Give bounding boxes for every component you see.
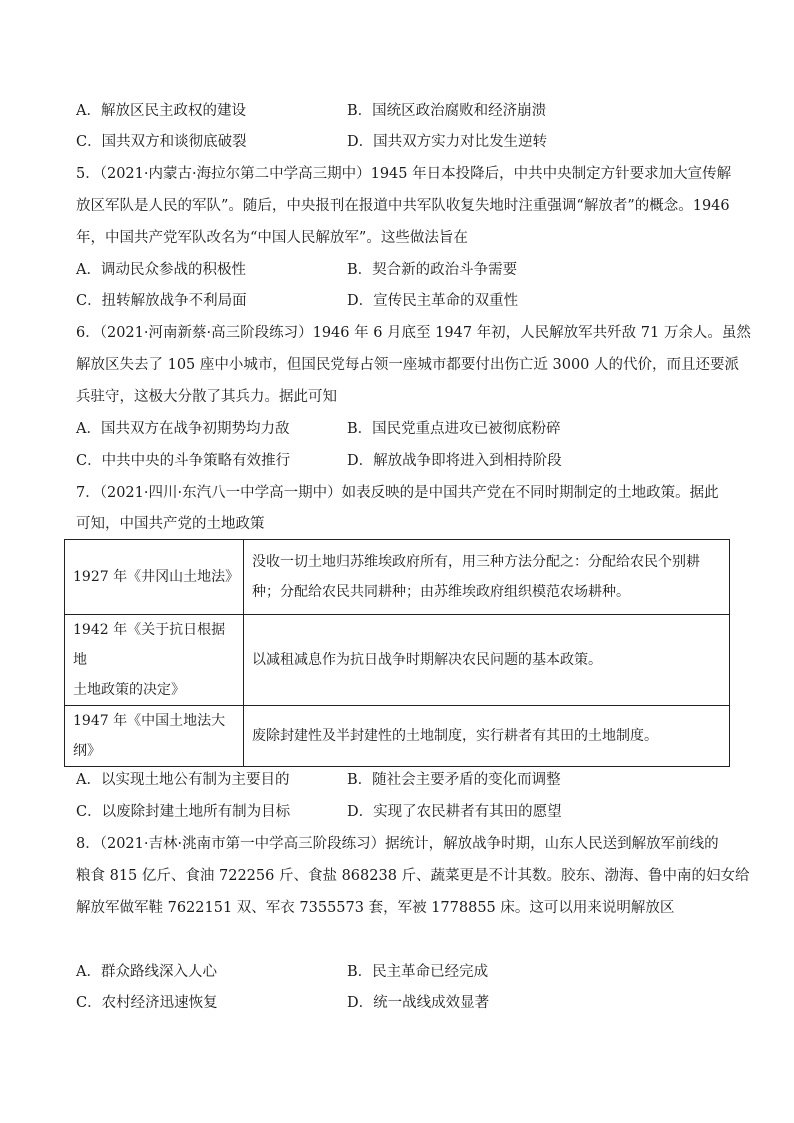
q4-option-a[interactable]: A．解放区民主政权的建设 <box>76 103 246 119</box>
q4-option-c[interactable]: C．国共双方和谈彻底破裂 <box>76 134 247 150</box>
q8-option-b[interactable]: B．民主革命已经完成 <box>347 964 489 980</box>
q5-option-a[interactable]: A．调动民众参战的积极性 <box>76 262 246 278</box>
table-cell-period <box>65 615 244 706</box>
q8-stem-line-2: 粮食 815 亿斤、食油 722256 斤、食盐 868238 斤、蔬菜更是不计其数。胶东、渤海、鲁中南的妇女给 <box>76 868 750 884</box>
q5-option-d[interactable]: D．宣传民主革命的双重性 <box>347 293 519 309</box>
q4-option-b[interactable]: B．国统区政治腐败和经济崩溃 <box>347 103 547 119</box>
q5-option-c[interactable]: C．扭转解放战争不利局面 <box>76 293 247 309</box>
q6-stem-line-1: 6．（2021·河南新蔡·高三阶段练习）1946 年 6 月底至 1947 年初，人民解放军共歼敌 71 万余人。虽然 <box>76 325 751 341</box>
q7-stem-line-2: 可知，中国共产党的土地政策 <box>76 516 265 532</box>
q6-stem-line-2: 解放区失去了 105 座中小城市，但国民党每占领一座城市都要付出伤亡近 3000 人的代价，而且还要派 <box>76 357 740 373</box>
q6-option-d[interactable]: D．解放战争即将进入到相持阶段 <box>347 453 562 469</box>
q6-option-b[interactable]: B．国民党重点进攻已被彻底粉碎 <box>347 421 561 437</box>
cell-text: 1947 年《中国土地法大纲》 <box>73 713 226 759</box>
cell-text: 以减租减息作为抗日战争时期解决农民问题的基本政策。 <box>252 652 602 668</box>
q7-option-a[interactable]: A．以实现土地公有制为主要目的 <box>76 772 290 788</box>
cell-text: 种；分配给农民共同耕种；由苏维埃政府组织模范农场耕种。 <box>252 584 630 600</box>
table-cell-policy <box>244 540 730 615</box>
cell-text: 没收一切土地归苏维埃政府所有，用三种方法分配之：分配给农民个别耕 <box>252 554 700 570</box>
q7-option-b[interactable]: B．随社会主要矛盾的变化而调整 <box>347 772 561 788</box>
table-cell-period <box>65 706 244 767</box>
table-row <box>65 540 730 615</box>
q8-option-c[interactable]: C．农村经济迅速恢复 <box>76 995 218 1011</box>
table-cell-policy <box>244 706 730 767</box>
table-cell-policy <box>244 615 730 706</box>
q8-stem-line-3: 解放军做军鞋 7622151 双、军衣 7355573 套，军被 1778855 床。这可以用来说明解放区 <box>76 900 675 916</box>
q5-stem-line-3: 年，中国共产党军队改名为“中国人民解放军”。这些做法旨在 <box>76 230 468 246</box>
q7-stem-line-1: 7．（2021·四川·东汽八一中学高一期中）如表反映的是中国共产党在不同时期制定的土地政策。据此 <box>76 485 719 501</box>
table-row <box>65 706 730 767</box>
q7-option-d[interactable]: D．实现了农民耕者有其田的愿望 <box>347 804 562 820</box>
table-row <box>65 615 730 706</box>
cell-text: 1927 年《井冈山土地法》 <box>73 569 240 585</box>
q7-option-c[interactable]: C．以废除封建土地所有制为目标 <box>76 804 291 820</box>
q5-option-b[interactable]: B．契合新的政治斗争需要 <box>347 262 518 278</box>
q4-option-d[interactable]: D．国共双方实力对比发生逆转 <box>347 134 548 150</box>
q5-stem-line-1: 5．（2021·内蒙古·海拉尔第二中学高三期中）1945 年日本投降后，中共中央制定方针要求加大宣传解 <box>76 166 732 182</box>
cell-text: 废除封建性及半封建性的土地制度，实行耕者有其田的土地制度。 <box>252 728 658 744</box>
q6-option-c[interactable]: C．中共中央的斗争策略有效推行 <box>76 453 291 469</box>
q5-stem-line-2: 放区军队是人民的军队”。随后，中央报刊在报道中共军队收复失地时注重强调“解放者”的概念。1946 <box>76 198 730 214</box>
q8-option-a[interactable]: A．群众路线深入人心 <box>76 964 217 980</box>
q8-option-d[interactable]: D．统一战线成效显著 <box>347 995 490 1011</box>
cell-text: 1942 年《关于抗日根据地 <box>73 622 226 668</box>
q6-stem-line-3: 兵驻守，这极大分散了其兵力。据此可知 <box>76 389 337 405</box>
table-cell-period <box>65 540 244 615</box>
q6-option-a[interactable]: A．国共双方在战争初期势均力敌 <box>76 421 290 437</box>
land-policy-table <box>64 539 730 767</box>
cell-text: 土地政策的决定》 <box>73 682 185 698</box>
q8-stem-line-1: 8．（2021·吉林·洮南市第一中学高三阶段练习）据统计，解放战争时期，山东人民送到解放军前线的 <box>76 836 719 852</box>
